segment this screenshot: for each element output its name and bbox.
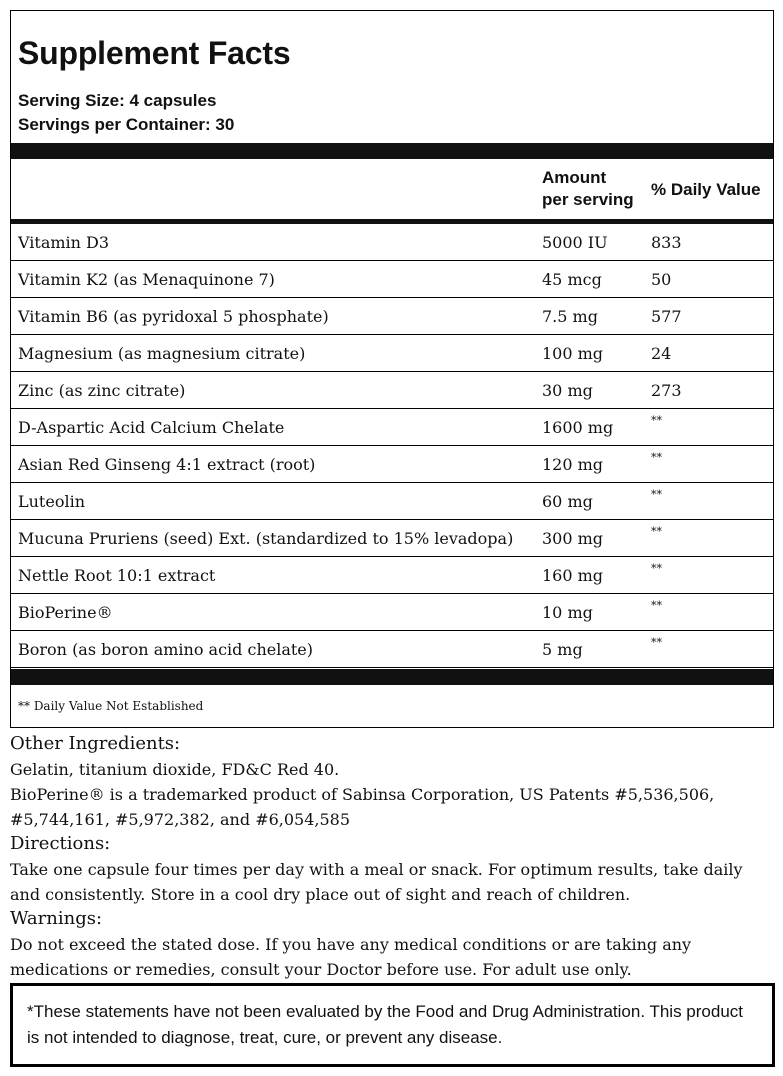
serving-info <box>18 89 234 137</box>
nutrient-name: Vitamin D3 <box>18 233 110 252</box>
daily-value-footnote: ** Daily Value Not Established <box>18 699 204 713</box>
nutrient-daily-value: ** <box>651 488 662 501</box>
nutrient-daily-value: ** <box>651 636 662 649</box>
directions-text: Take one capsule four times per day with a meal or snack. For optimum results, take daily and consistently. Store in a cool dry place out of sight and reach of children. <box>10 860 743 904</box>
nutrient-row <box>11 335 773 372</box>
nutrient-amount: 5000 IU <box>542 233 608 252</box>
nutrient-daily-value: 833 <box>651 233 682 252</box>
thick-divider-top <box>11 143 773 159</box>
bioperine-trademark-text: BioPerine® is a trademarked product of Sabinsa Corporation, US Patents #5,536,506, #5,744,161, #5,972,382, and #6,054,585 <box>10 785 715 829</box>
nutrient-amount: 100 mg <box>542 344 604 363</box>
nutrient-amount: 30 mg <box>542 381 593 400</box>
nutrient-name: Vitamin B6 (as pyridoxal 5 phosphate) <box>18 307 329 326</box>
serving-size: Serving Size: 4 capsules <box>18 91 217 110</box>
nutrient-daily-value: ** <box>651 525 662 538</box>
nutrient-daily-value: 577 <box>651 307 682 326</box>
nutrient-amount: 1600 mg <box>542 418 614 437</box>
facts-title: Supplement Facts <box>18 35 291 71</box>
nutrient-name: Vitamin K2 (as Menaquinone 7) <box>18 270 275 289</box>
supplement-facts-panel <box>10 10 774 728</box>
other-ingredients-heading: Other Ingredients: <box>10 733 181 754</box>
nutrient-amount: 120 mg <box>542 455 604 474</box>
nutrient-name: Luteolin <box>18 492 85 511</box>
nutrient-daily-value: 50 <box>651 270 672 289</box>
nutrient-row <box>11 224 773 261</box>
nutrient-name: Asian Red Ginseng 4:1 extract (root) <box>18 455 316 474</box>
nutrient-name: D-Aspartic Acid Calcium Chelate <box>18 418 285 437</box>
nutrient-amount: 5 mg <box>542 640 583 659</box>
nutrient-row <box>11 261 773 298</box>
amount-header-line2: per serving <box>542 190 634 209</box>
nutrient-amount: 10 mg <box>542 603 593 622</box>
other-ingredients-line1: Gelatin, titanium dioxide, FD&C Red 40. <box>10 760 340 779</box>
nutrient-amount: 60 mg <box>542 492 593 511</box>
daily-value-column-header: % Daily Value <box>651 180 761 199</box>
nutrient-table <box>11 224 773 668</box>
thick-divider-bottom <box>11 669 773 685</box>
directions-heading: Directions: <box>10 833 111 854</box>
warnings-text: Do not exceed the stated dose. If you have any medical conditions or are taking any medications or remedies, consult your Doctor before use. For adult use only. <box>10 935 692 979</box>
fda-disclaimer-box <box>10 983 775 1067</box>
nutrient-daily-value: ** <box>651 451 662 464</box>
nutrient-name: BioPerine® <box>18 603 113 622</box>
nutrient-daily-value: 273 <box>651 381 682 400</box>
nutrient-amount: 7.5 mg <box>542 307 598 326</box>
nutrient-daily-value: ** <box>651 562 662 575</box>
fda-disclaimer-text: *These statements have not been evaluated by the Food and Drug Administration. This product is not intended to diagnose, treat, cure, or prevent any disease. <box>27 1002 744 1047</box>
nutrient-daily-value: ** <box>651 599 662 612</box>
servings-per-container: Servings per Container: 30 <box>18 115 235 134</box>
nutrient-name: Magnesium (as magnesium citrate) <box>18 344 306 363</box>
nutrient-amount: 300 mg <box>542 529 604 548</box>
nutrient-row <box>11 631 773 668</box>
nutrient-daily-value: 24 <box>651 344 672 363</box>
nutrient-amount: 160 mg <box>542 566 604 585</box>
nutrient-name: Mucuna Pruriens (seed) Ext. (standardized to 15% levadopa) <box>18 529 514 548</box>
nutrient-name: Nettle Root 10:1 extract <box>18 566 216 585</box>
nutrient-name: Zinc (as zinc citrate) <box>18 381 186 400</box>
nutrient-name: Boron (as boron amino acid chelate) <box>18 640 314 659</box>
nutrient-daily-value: ** <box>651 414 662 427</box>
nutrient-amount: 45 mcg <box>542 270 602 289</box>
amount-column-header <box>542 167 634 211</box>
nutrient-row <box>11 298 773 335</box>
amount-header-line1: Amount <box>542 168 607 187</box>
warnings-heading: Warnings: <box>10 908 103 929</box>
